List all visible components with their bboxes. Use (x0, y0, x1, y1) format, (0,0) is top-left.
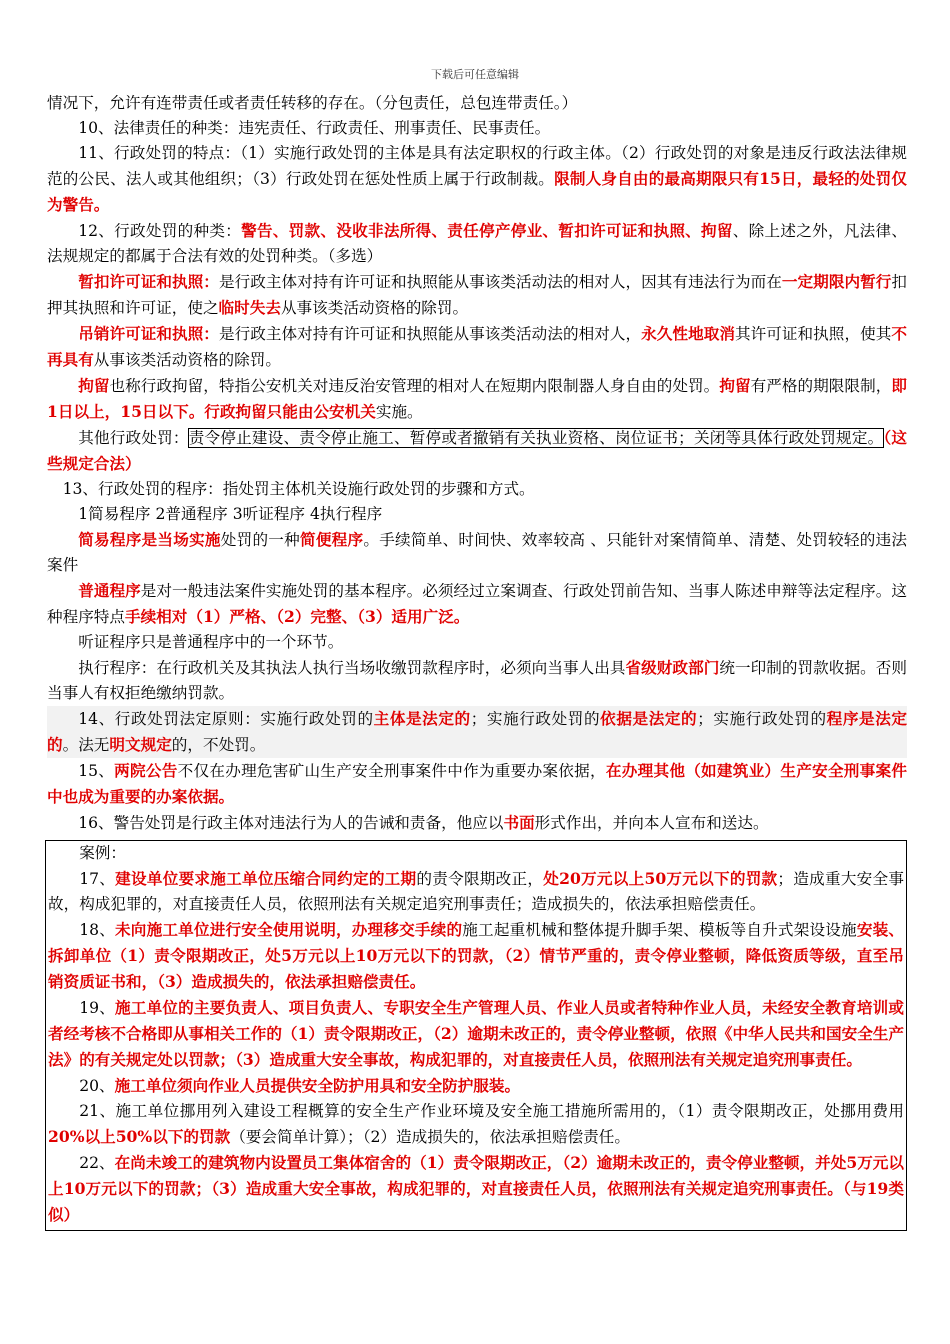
case-item-22: 22、在尚未竣工的建筑物内设置员工集体宿舍的（1）责令限期改正，（2）逾期未改正的，责令停业整顿，并处5万元以上10万元以下的罚款；（3）造成重大安全事故，构成犯罪的，对直接责任人员，依照刑法有关规定追究刑事责任。（与19类似） (48, 1153, 904, 1224)
paragraph-continuation: 情况下，允许有连带责任或者责任转移的存在。（分包责任，总包连带责任。） (47, 94, 578, 112)
case-item-17: 17、建设单位要求施工单位压缩合同约定的工期的责令限期改正，处20万元以上50万元以下的罚款；造成重大安全事故，构成犯罪的，对直接责任人员，依照刑法有关规定追究刑事责任；造成损失的，依法承担赔偿责任。 (48, 869, 904, 913)
paragraph-execution-procedure: 执行程序：在行政机关及其执法人执行当场收缴罚款程序时，必须向当事人出具省级财政部门统一印制的罚款收据。否则当事人有权拒绝缴纳罚款。 (47, 658, 907, 702)
paragraph-10-liability-types: 10、法律责任的种类：违宪责任、行政责任、刑事责任、民事责任。 (78, 119, 551, 137)
paragraph-other-penalties: 其他行政处罚：责令停止建设、责令停止施工、暂停或者撤销有关执业资格、岗位证书；关闭等具体行政处罚规定。（这些规定合法） (47, 428, 907, 473)
paragraph-12-penalty-kinds: 12、行政处罚的种类：警告、罚款、没收非法所得、责任停产停业、暂扣许可证和执照、拘留、除上述之外，凡法律、法规规定的都属于合法有效的处罚种类。（多选） (47, 221, 907, 265)
document-body (47, 91, 907, 1231)
paragraph-revoke-license: 吊销许可证和执照：是行政主体对持有许可证和执照能从事该类活动法的相对人，永久性地取消其许可证和执照，使其不再具有从事该类活动资格的除罚。 (47, 324, 907, 369)
case-label: 案例： (79, 844, 126, 862)
paragraph-procedure-list: 1简易程序 2普通程序 3听证程序 4执行程序 (78, 505, 383, 523)
paragraph-13-procedure: 13、行政处罚的程序：指处罚主体机关设施行政处罚的步骤和方式。 (62, 480, 535, 498)
boxed-penalty-list: 责令停止建设、责令停止施工、暂停或者撤销有关执业资格、岗位证书；关闭等具体行政处罚规定。 (188, 429, 884, 447)
case-box (45, 840, 907, 1231)
case-item-20: 20、施工单位须向作业人员提供安全防护用具和安全防护服装。 (79, 1076, 521, 1095)
paragraph-ordinary-procedure: 普通程序是对一般违法案件实施处罚的基本程序。必须经过立案调查、行政处罚前告知、当事人陈述申辩等法定程序。这种程序特点手续相对（1）严格、（2）完整、（3）适用广泛。 (47, 581, 907, 626)
paragraph-detention: 拘留也称行政拘留，特指公安机关对违反治安管理的相对人在短期内限制器人身自由的处罚。拘留有严格的期限限制，即1日以上，15日以下。行政拘留只能由公安机关实施。 (47, 376, 907, 421)
case-item-18: 18、未向施工单位进行安全使用说明，办理移交手续的施工起重机械和整体提升脚手架、模板等自升式架设设施安装、拆卸单位（1）责令限期改正，处5万元以上10万元以下的罚款，（2）情节严重的，责令停业整顿，降低资质等级，直至吊销资质证书和，（3）造成损失的，依法承担赔偿责任。 (48, 920, 904, 991)
case-item-21: 21、施工单位挪用列入建设工程概算的安全生产作业环境及安全施工措施所需用的，（1）责令限期改正，处挪用费用20%以上50%以下的罚款（要会简单计算）；（2）造成损失的，依法承担赔偿责任。 (48, 1102, 904, 1146)
case-item-19: 19、施工单位的主要负责人、项目负责人、专职安全生产管理人员、作业人员或者特种作业人员，未经安全教育培训或者经考核不合格即从事相关工作的（1）责令限期改正，（2）逾期未改正的，责令停业整顿，依照《中华人民共和国安全生产法》的有关规定处以罚款；（3）造成重大安全事故，构成犯罪的，对直接责任人员，依照刑法有关规定追究刑事责任。 (48, 998, 904, 1069)
paragraph-15-announcement: 15、两院公告不仅在办理危害矿山生产安全刑事案件中作为重要办案依据，在办理其他（如建筑业）生产安全刑事案件中也成为重要的办案依据。 (47, 761, 907, 806)
paragraph-simple-procedure: 简易程序是当场实施处罚的一种简便程序。手续简单、时间快、效率较高 、只能针对案情简单、清楚、处罚较轻的违法案件 (47, 530, 907, 574)
page-header: 下载后可任意编辑 (431, 68, 519, 81)
paragraph-11-penalty-features: 11、行政处罚的特点：（1）实施行政处罚的主体是具有法定职权的行政主体。（2）行政处罚的对象是违反行政法法律规范的公民、法人或其他组织；（3）行政处罚在惩处性质上属于行政制裁。限制人身自由的最高期限只有15日，最轻的处罚仅为警告。 (47, 144, 908, 214)
paragraph-16-warning: 16、警告处罚是行政主体对违法行为人的告诫和责备，他应以书面形式作出，并向本人宣布和送达。 (78, 813, 769, 832)
paragraph-14-legal-principle: 14、行政处罚法定原则：实施行政处罚的主体是法定的；实施行政处罚的依据是法定的；实施行政处罚的程序是法定的。法无明文规定的，不处罚。 (47, 706, 907, 758)
paragraph-hearing-procedure: 听证程序只是普通程序中的一个环节。 (78, 633, 344, 651)
paragraph-suspend-license: 暂扣许可证和执照：是行政主体对持有许可证和执照能从事该类活动法的相对人，因其有违法行为而在一定期限内暂行扣押其执照和许可证，使之临时失去从事该类活动资格的除罚。 (47, 272, 907, 317)
